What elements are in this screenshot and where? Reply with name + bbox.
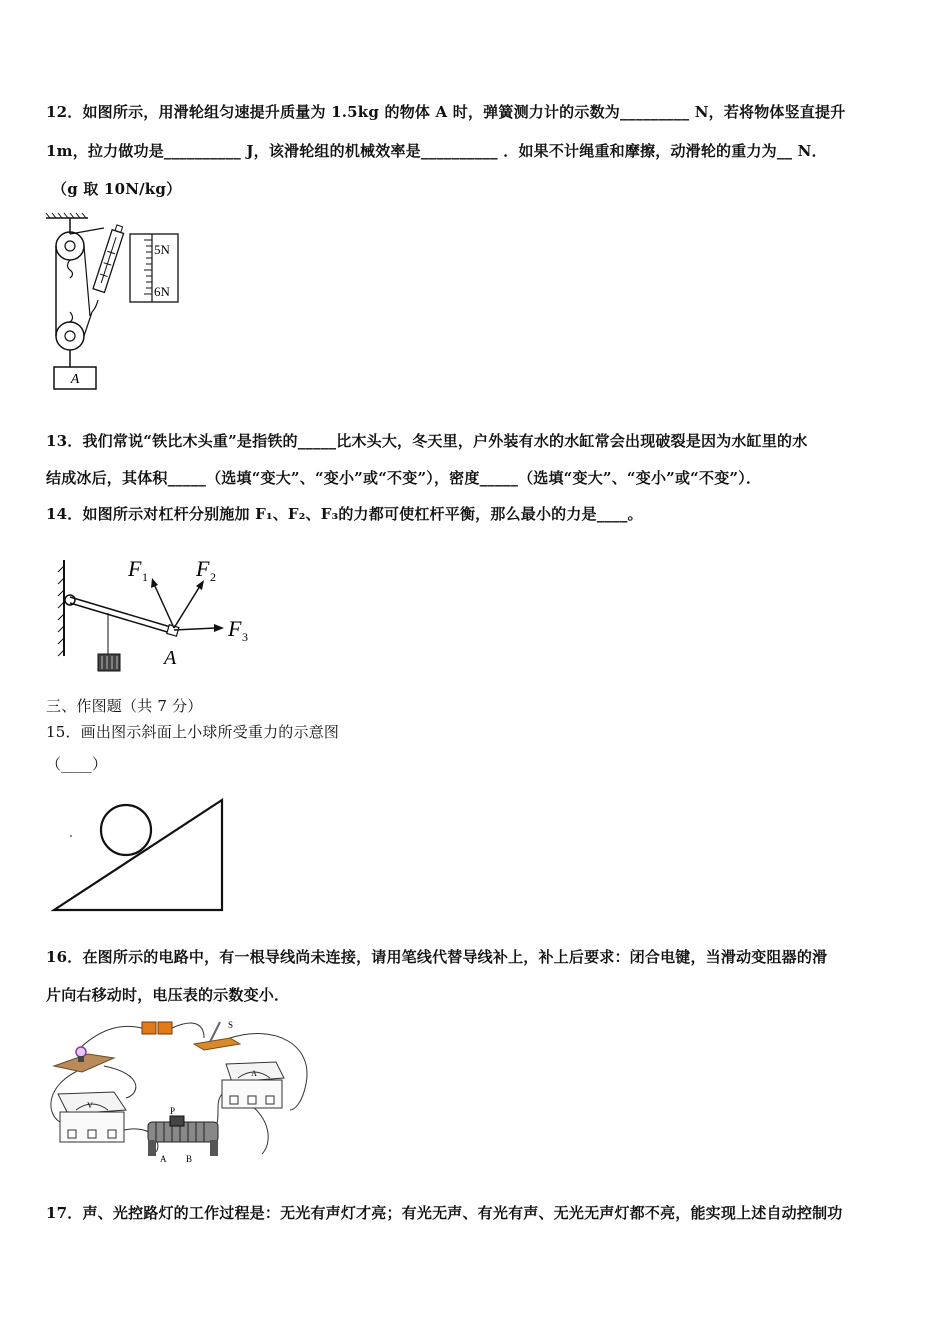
q14-line-1: 14．如图所示对杠杆分别施加 F₁、F₂、F₃的力都可使杠杆平衡，那么最小的力是____。 [46,505,643,523]
pulley-figure [44,212,184,392]
q12-line-2: 1m，拉力做功是__________ J，该滑轮组的机械效率是__________ ．如果不计绳重和摩擦，动滑轮的重力为__ N． [46,142,827,160]
circuit-figure [44,1014,316,1166]
q16-line-2: 片向右移动时，电压表的示数变小． [46,986,290,1004]
terminal-a-label: A [160,1154,167,1164]
q12-line-3: （g 取 10N/kg） [52,180,182,198]
scale-label-bottom: 6N [154,284,170,299]
section-heading: 三、作图题（共 7 分） [46,697,203,715]
force-label-f2: F [196,556,210,581]
q13-line-1: 13．我们常说“铁比木头重”是指铁的_____比木头大，冬天里，户外装有水的水缸常会出现破裂是因为水缸里的水 [46,432,808,450]
q17-line-1: 17．声、光控路灯的工作过程是：无光有声灯才亮；有光无声、有光有声、无光无声灯都不亮，能实现上述自动控制功 [46,1204,843,1222]
terminal-b-label: B [186,1154,193,1164]
lever-figure [56,550,256,678]
force-label-f1-sub: 1 [142,570,148,584]
switch-label: S [228,1020,234,1030]
block-label: A [70,372,80,387]
force-label-f1: F [128,556,142,581]
svg-text:V: V [87,1101,93,1110]
q15-line-2: （____） [46,755,108,773]
svg-text:A: A [251,1069,257,1078]
force-label-f3-sub: 3 [242,630,248,644]
scale-label-top: 5N [154,242,170,257]
lever-point-label: A [164,647,177,669]
force-label-f3: F [228,616,242,641]
q15-line-1: 15．画出图示斜面上小球所受重力的示意图 [46,723,340,741]
q16-line-1: 16．在图所示的电路中，有一根导线尚未连接，请用笔线代替导线补上，补上后要求：闭合电键，当滑动变阻器的滑 [46,948,828,966]
q12-line-1: 12．如图所示，用滑轮组匀速提升质量为 1.5kg 的物体 A 时，弹簧测力计的示数为_________ N，若将物体竖直提升 [46,103,846,121]
slider-label: P [170,1106,176,1116]
q13-line-2: 结成冰后，其体积_____（选填“变大”、“变小”或“不变”），密度_____（选填“变大”、“变小”或“不变”）． [46,469,762,487]
incline-figure [50,790,230,914]
force-label-f2-sub: 2 [210,570,216,584]
